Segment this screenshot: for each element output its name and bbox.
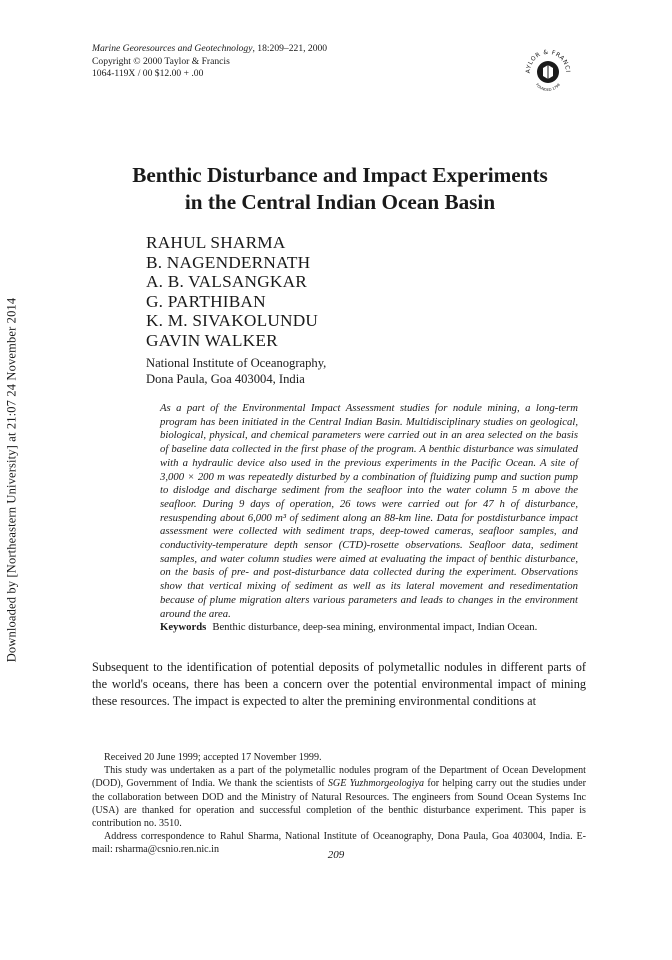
author-name: GAVIN WALKER (146, 330, 278, 350)
author-name: RAHUL SHARMA (146, 233, 286, 252)
acknowledgment (92, 764, 586, 830)
vessel-name: SGE Yuzhmorgeologiya (327, 778, 425, 790)
copyright-line: Copyright © 2000 Taylor & Francis (92, 55, 230, 67)
keywords-text: Benthic disturbance, deep-sea mining, environmental impact, Indian Ocean. (212, 621, 538, 633)
affiliation (146, 355, 326, 387)
acknowledgment-text-cont: for helping carry out the studies under the collaboration between DOD and the Ministry of Natural Resources. The engineers from Sound Ocean Systems Inc (USA) are thanked for operation and successful completion of the benthic disturbance experiment. This paper is contribution no. 3510. (92, 778, 586, 830)
title-line-2: in the Central Indian Ocean Basin (184, 190, 496, 214)
logo-top-text: AYLOR & FRANCI (524, 48, 572, 74)
journal-name: Marine Georesources and Geotechnology (92, 43, 253, 54)
keywords (160, 621, 600, 634)
author-name: A. B. VALSANGKAR (146, 272, 307, 292)
body-paragraph: Subsequent to the identification of potential deposits of polymetallic nodules in different parts of the world's oceans, there has been a concern over the potential environmental impact of mining these resources. The impact is expected to alter the premining environmental conditions at (92, 660, 586, 708)
taylor-francis-seal-icon (522, 46, 574, 98)
author-name: K. M. SIVAKOLUNDU (146, 311, 319, 331)
download-watermark-text: Downloaded by [Northeastern University] at 21:07 24 November 2014 (4, 297, 19, 663)
issn-price-line: 1064-119X / 00 $12.00 + .00 (92, 68, 204, 80)
title-line-1: Benthic Disturbance and Impact Experiments (132, 163, 548, 187)
journal-volume-pages: , 18:209–221, 2000 (252, 43, 328, 54)
keywords-label: Keywords (160, 621, 207, 633)
svg-text:FOUNDED 1798 (535, 82, 562, 92)
author-name: G. PARTHIBAN (146, 291, 266, 311)
correspondence-address: Address correspondence to Rahul Sharma, National Institute of Oceanography, Dona Paula, Goa 403004, India. E-mail: rsharma@csnio.ren.nic.in (92, 831, 586, 856)
affiliation-line-1: National Institute of Oceanography, (146, 356, 327, 370)
journal-metadata (92, 43, 327, 81)
acknowledgment-text: This study was undertaken as a part of the polymetallic nodules program of the Department of Ocean Development (DOD), Government of India. We thank the scientists of (92, 765, 586, 790)
journal-citation (92, 43, 327, 56)
author-name: B. NAGENDERNATH (146, 252, 311, 272)
footnote (92, 751, 586, 857)
paper-title (100, 162, 580, 216)
affiliation-line-2: Dona Paula, Goa 403004, India (146, 372, 305, 386)
author-list (146, 233, 318, 351)
abstract: As a part of the Environmental Impact Assessment studies for nodule mining, a long-term program has been initiated in the Central Indian Basin. Multidisciplinary studies on geological, biological, physical, and chemical parameters were carried out in an area selected on the basis of baseline data collected in the first phase of the program. A benthic disturbance was simulated with a hydraulic device also used in the previous experiments in the Pacific Ocean. A site of 3,000 × 200 m was repeatedly disturbed by a combination of fluidizing pump and suction pump to dislodge and discharge sediment from the seafloor into the water column 5 m above the seafloor. During 9 days of operation, 26 tows were carried out for 47 h of disturbance, resuspending about 6,000 m³ of sediment along an 88-km line. Data for postdisturbance impact assessment were collected with sediment traps, deep-towed cameras, seafloor samples, and conductivity-temperature depth sensor (CTD)-rosette observations. Seafloor data, sediment samples, and water column studies were aimed at evaluating the impact of benthic disturbance, on the basis of pre- and post-disturbance data collected during the experiment. Observations show that vertical mixing of sediment as well as its lateral movement and resedimentation because of plume migration alters various parameters and leads to changes in the environment around the area. (160, 402, 578, 620)
page-number: 209 (327, 849, 345, 861)
received-dates: Received 20 June 1999; accepted 17 November 1999. (104, 752, 322, 763)
download-watermark (6, 290, 18, 670)
logo-bottom-text: FOUNDED 1798 (534, 82, 562, 93)
